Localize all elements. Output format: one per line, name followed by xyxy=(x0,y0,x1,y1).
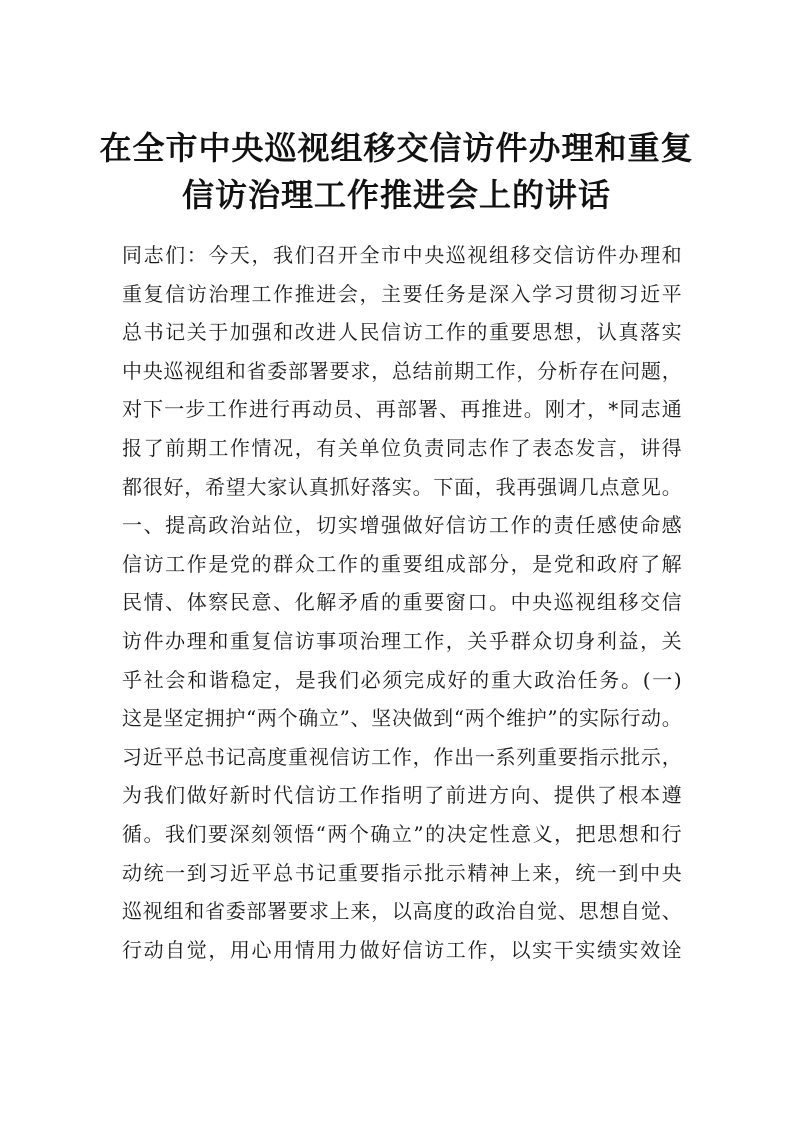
body-line: 对下一步工作进行再动员、再部署、再推进。刚才，*同志通 xyxy=(122,397,682,422)
body-line: 为我们做好新时代信访工作指明了前进方向、提供了根本遵 xyxy=(122,783,682,808)
document-title-line-1: 在全市中央巡视组移交信访件办理和重复 xyxy=(99,129,694,167)
document-title-line-2: 信访治理工作推进会上的讲话 xyxy=(181,176,611,214)
body-line: 中央巡视组和省委部署要求，总结前期工作，分析存在问题， xyxy=(122,358,682,383)
body-line: 报了前期工作情况，有关单位负责同志作了表态发言，讲得 xyxy=(122,435,682,460)
body-line: 巡视组和省委部署要求上来，以高度的政治自觉、思想自觉、 xyxy=(122,899,682,924)
body-line: 访件办理和重复信访事项治理工作，关乎群众切身利益，关 xyxy=(122,628,682,653)
body-line: 动统一到习近平总书记重要指示批示精神上来，统一到中央 xyxy=(122,860,682,885)
body-line: 总书记关于加强和改进人民信访工作的重要思想，认真落实 xyxy=(122,320,682,345)
body-line: 民情、体察民意、化解矛盾的重要窗口。中央巡视组移交信 xyxy=(122,590,682,615)
body-line: 同志们：今天，我们召开全市中央巡视组移交信访件办理和 xyxy=(122,243,682,267)
body-line: 乎社会和谐稳定，是我们必须完成好的重大政治任务。(一) xyxy=(122,667,682,692)
body-line: 都很好，希望大家认真抓好落实。下面，我再强调几点意见。 xyxy=(122,474,682,499)
body-line: 循。我们要深刻领悟“两个确立”的决定性意义，把思想和行 xyxy=(122,821,682,846)
body-line: 这是坚定拥护“两个确立”、坚决做到“两个维护”的实际行动。 xyxy=(122,706,682,731)
section-heading: 一、提高政治站位，切实增强做好信访工作的责任感使命感 xyxy=(122,513,682,538)
body-line: 信访工作是党的群众工作的重要组成部分，是党和政府了解 xyxy=(122,551,682,576)
body-line: 行动自觉，用心用情用力做好信访工作，以实干实绩实效诠 xyxy=(122,937,682,962)
document-body xyxy=(122,236,682,969)
body-line: 重复信访治理工作推进会，主要任务是深入学习贯彻习近平 xyxy=(122,281,682,306)
body-line: 习近平总书记高度重视信访工作，作出一系列重要指示批示， xyxy=(122,744,682,769)
